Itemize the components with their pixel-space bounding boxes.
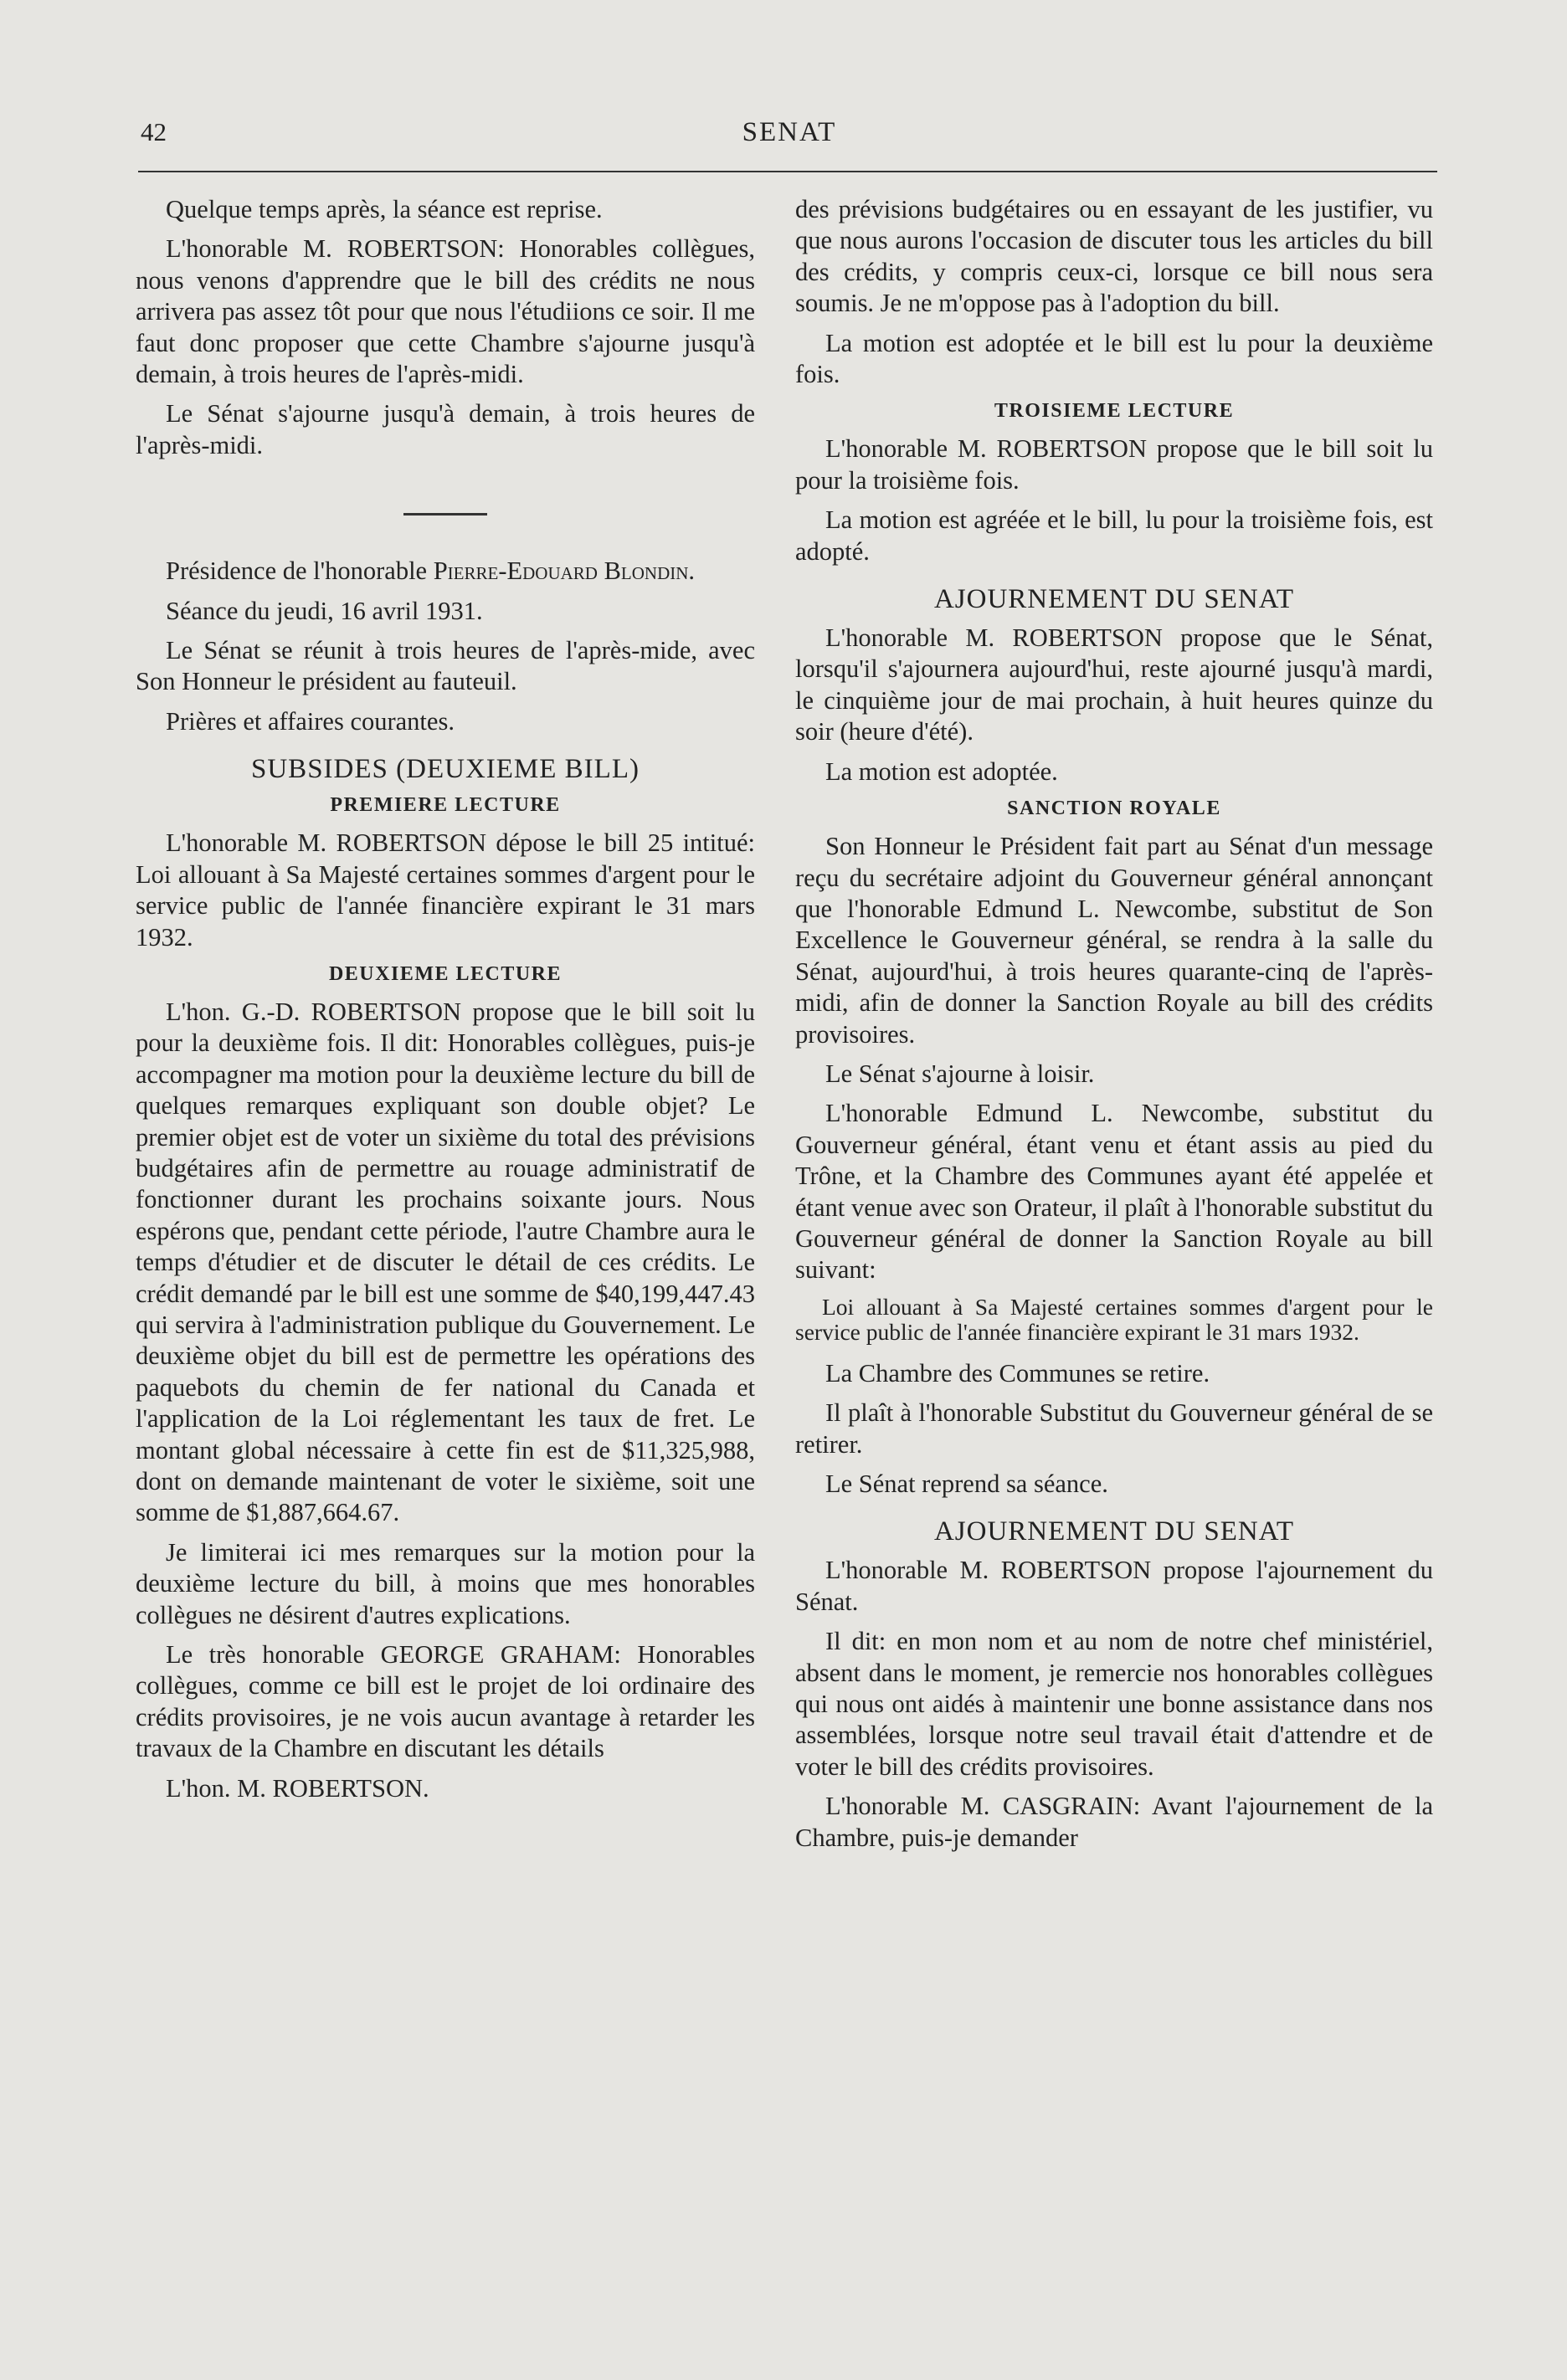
section-divider	[403, 513, 487, 515]
paragraph: L'honorable M. ROBERTSON propose l'ajournement du Sénat.	[795, 1556, 1433, 1616]
paragraph: Le Sénat se réunit à trois heures de l'après-mide, avec Son Honneur le président au fauteuil.	[136, 636, 755, 696]
paragraph: La motion est adoptée et le bill est lu pour la deuxième fois.	[795, 328, 1433, 389]
paragraph: Il dit: en mon nom et au nom de notre chef ministériel, absent dans le moment, je remercie nos honorables collègues qui nous ont aidés à maintenir une bonne assistance dans nos assemblées, lorsque notre seul travail était d'attendre et de voter le bill des crédits provisoires.	[795, 1627, 1433, 1781]
paragraph: L'hon. G.-D. ROBERTSON propose que le bill soit lu pour la deuxième fois. Il dit: Honorables collègues, puis-je accompagner ma motion pour la deuxième lecture du bill de quelques remarques expliquant son double objet? Le premier objet est de voter un sixième du total des prévisions budgétaires afin de permettre au rouage administratif de fonctionner durant les prochains soixante jours. Nous espérons que, pendant cette période, l'autre Chambre aura le temps d'étudier et de discuter le détail de ces crédits. Le crédit demandé par le bill est une somme de $40,199,447.43 qui servira à l'administration publique du Gouvernement. Le deuxième objet du bill est de permettre les opérations des paquebots du chemin de fer national du Canada et l'application de la Loi réglementant les taux de fret. Le montant global nécessaire à cette fin est de $11,325,988, dont on demande maintenant de voter le sixième, soit une somme de $1,887,664.67.	[136, 997, 755, 1527]
paragraph: La motion est adoptée.	[825, 757, 1058, 786]
paragraph: Prières et affaires courantes.	[166, 706, 455, 736]
paragraph: Il plaît à l'honorable Substitut du Gouverneur général de se retirer.	[795, 1398, 1433, 1459]
right-column	[795, 194, 1433, 1862]
page-header	[141, 117, 1438, 159]
section-subtitle: DEUXIEME LECTURE	[328, 962, 563, 985]
section-subtitle: SANCTION ROYALE	[1007, 798, 1221, 820]
section-title: AJOURNEMENT DU SENAT	[933, 584, 1295, 615]
header-rule	[138, 171, 1437, 172]
presidency-prefix: Présidence de l'honorable	[166, 557, 434, 586]
paragraph: Séance du jeudi, 16 avril 1931.	[166, 596, 483, 625]
paragraph: La motion est agréée et le bill, lu pour la troisième fois, est adopté.	[795, 505, 1433, 566]
section-title: AJOURNEMENT DU SENAT	[933, 1516, 1295, 1547]
section-subtitle: PREMIERE LECTURE	[330, 794, 561, 817]
paragraph: Quelque temps après, la séance est reprise.	[166, 195, 603, 223]
paragraph: L'honorable Edmund L. Newcombe, substitut du Gouverneur général, étant venu et étant assis au pied du Trône, et la Chambre des Communes ayant été appelée et étant venue avec son Orateur, il plaît à l'honorable substitut du Gouverneur général de donner la Sanction Royale au bill suivant:	[795, 1099, 1433, 1285]
page-number: 42	[141, 117, 167, 146]
paragraph: des prévisions budgétaires ou en essayant de les justifier, vu que nous aurons l'occasion de discuter tous les articles du bill des crédits, y compris ceux-ci, lorsque ce bill nous sera soumis. Je ne m'oppose pas à l'adoption du bill.	[795, 195, 1433, 318]
paragraph: L'honorable M. ROBERTSON propose que le Sénat, lorsqu'il s'ajournera aujourd'hui, reste ajourné jusqu'à mardi, le cinquième jour de mai prochain, à huit heures quinze du soir (heure d'été).	[795, 623, 1433, 746]
bill-title-quote: Loi allouant à Sa Majesté certaines sommes d'argent pour le service public de l'année financière expirant le 31 mars 1932.	[795, 1293, 1433, 1345]
paragraph: La Chambre des Communes se retire.	[825, 1358, 1210, 1387]
paragraph: L'hon. M. ROBERTSON.	[166, 1773, 429, 1803]
running-head: SENAT	[742, 117, 837, 147]
paragraph: Le très honorable GEORGE GRAHAM: Honorables collègues, comme ce bill est le projet de loi ordinaire des crédits provisoires, je ne vois aucun avantage à retarder les travaux de la Chambre en discutant les détails	[136, 1640, 755, 1763]
paragraph: L'honorable M. ROBERTSON propose que le bill soit lu pour la troisième fois.	[795, 434, 1433, 495]
paragraph: L'honorable M. CASGRAIN: Avant l'ajournement de la Chambre, puis-je demander	[795, 1792, 1433, 1852]
paragraph: Le Sénat s'ajourne jusqu'à demain, à trois heures de l'après-midi.	[136, 399, 755, 459]
paragraph: L'honorable M. ROBERTSON: Honorables collègues, nous venons d'apprendre que le bill des crédits ne nous arrivera pas assez tôt pour que nous l'étudiions ce soir. Il me faut donc proposer que cette Chambre s'ajourne jusqu'à demain, à trois heures de l'après-midi.	[136, 234, 755, 389]
section-subtitle: TROISIEME LECTURE	[994, 400, 1235, 423]
paragraph: Je limiterai ici mes remarques sur la motion pour la deuxième lecture du bill, à moins que mes honorables collègues ne désirent d'autres explications.	[136, 1537, 755, 1629]
section-title: SUBSIDES (DEUXIEME BILL)	[251, 754, 640, 785]
paragraph: Le Sénat reprend sa séance.	[825, 1470, 1108, 1498]
left-column	[136, 194, 755, 1813]
presidency-line	[136, 556, 755, 587]
paragraph: L'honorable M. ROBERTSON dépose le bill 25 intitué: Loi allouant à Sa Majesté certaines sommes d'argent pour le service public de l'année financière expirant le 31 mars 1932.	[136, 828, 755, 951]
presidency-name: Pierre-Edouard Blondin.	[433, 557, 696, 586]
paragraph: Son Honneur le Président fait part au Sénat d'un message reçu du secrétaire adjoint du Gouverneur général annonçant que l'honorable Edmund L. Newcombe, substitut de Son Excellence le Gouverneur général, se rendra à la salle du Sénat, aujourd'hui, à trois heures quarante-cinq de l'après-midi, afin de donner la Sanction Royale au bill des crédits provisoires.	[795, 832, 1433, 1049]
paragraph: Le Sénat s'ajourne à loisir.	[825, 1059, 1095, 1088]
